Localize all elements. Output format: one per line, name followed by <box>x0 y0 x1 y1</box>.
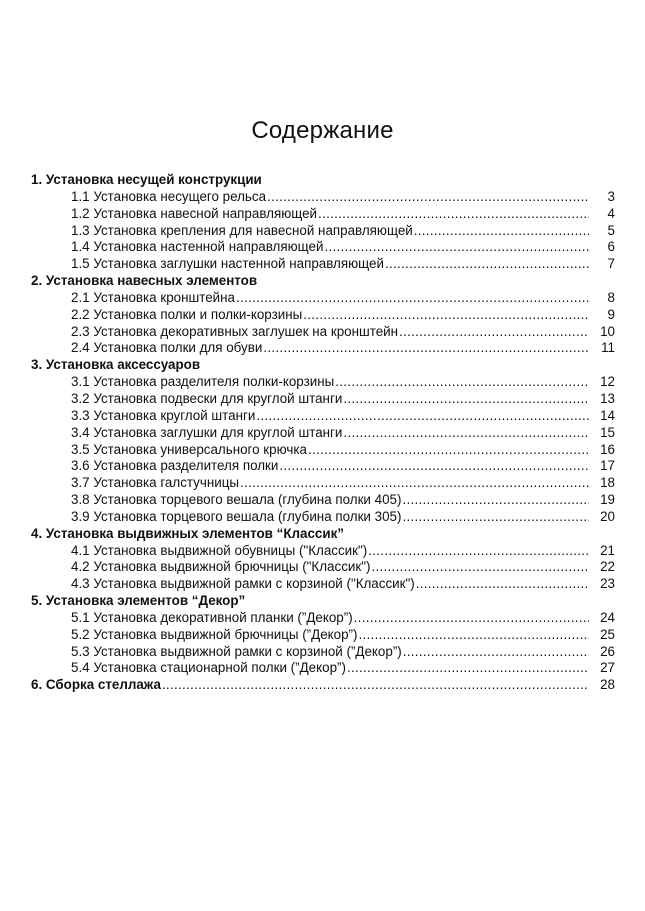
dot-leader <box>162 677 589 694</box>
toc-entry-label: 2.2 Установка полки и полки-корзины <box>71 306 303 322</box>
toc-entry-row[interactable] <box>31 543 615 560</box>
toc-entry-label: 3.6 Установка разделителя полки <box>71 458 279 474</box>
dot-leader <box>343 391 589 408</box>
toc-entry-label: 1.4 Установка настенной направляющей <box>71 239 324 255</box>
dot-leader <box>358 627 589 644</box>
dot-leader <box>279 458 589 475</box>
toc-page-number: 27 <box>600 660 615 676</box>
toc-section-label: 6. Сборка стеллажа <box>31 677 161 693</box>
toc-entry-label: 1.3 Установка крепления для навесной направляющей <box>71 222 413 238</box>
toc-page-number: 16 <box>600 441 615 457</box>
toc-page-number: 25 <box>600 626 615 642</box>
dot-leader <box>318 206 589 223</box>
toc-entry-row[interactable] <box>31 425 615 442</box>
toc-entry-row[interactable] <box>31 324 615 341</box>
toc-section-label: 3. Установка аксессуаров <box>31 357 201 373</box>
toc-entry-label: 3.4 Установка заглушки для круглой штанги <box>71 424 343 440</box>
toc-entry-row[interactable] <box>31 239 615 256</box>
toc-section-label: 4. Установка выдвижных элементов “Классик” <box>31 525 344 541</box>
toc-section-row[interactable] <box>31 273 615 290</box>
toc-section-label: 1. Установка несущей конструкции <box>31 172 262 187</box>
toc-page-number: 26 <box>600 643 615 659</box>
toc-entry-label: 3.9 Установка торцевого вешала (глубина полки 305) <box>71 508 402 524</box>
dot-leader <box>308 442 589 459</box>
toc-entry-row[interactable] <box>31 509 615 526</box>
toc-entry-label: 1.1 Установка несущего рельса <box>71 188 267 204</box>
toc-section-row[interactable] <box>31 677 615 694</box>
dot-leader <box>402 492 589 509</box>
toc-entry-row[interactable] <box>31 492 615 509</box>
dot-leader <box>335 374 589 391</box>
dot-leader <box>256 408 589 425</box>
toc-section-row[interactable] <box>31 526 615 543</box>
dot-leader <box>347 660 589 677</box>
toc-entry-row[interactable] <box>31 610 615 627</box>
toc-entry-row[interactable] <box>31 391 615 408</box>
toc-entry-row[interactable] <box>31 189 615 206</box>
toc-entry-label: 3.5 Установка универсального крючка <box>71 441 307 457</box>
toc-page-number: 10 <box>600 323 615 339</box>
toc-section-row[interactable] <box>31 172 615 189</box>
toc-page-number: 15 <box>600 424 615 440</box>
toc-entry-row[interactable] <box>31 627 615 644</box>
toc-entry-label: 3.2 Установка подвески для круглой штанги <box>71 390 343 406</box>
toc-entry-row[interactable] <box>31 458 615 475</box>
toc-entry-row[interactable] <box>31 256 615 273</box>
toc-entry-label: 2.1 Установка кронштейна <box>71 289 235 305</box>
toc-page-number: 8 <box>607 289 615 305</box>
toc-entry-label: 4.3 Установка выдвижной рамки с корзиной ("Классик") <box>71 576 415 592</box>
toc-entry-label: 3.8 Установка торцевого вешала (глубина полки 405) <box>71 492 402 508</box>
toc-entry-row[interactable] <box>31 660 615 677</box>
dot-leader <box>399 324 589 341</box>
dot-leader <box>416 576 589 593</box>
dot-leader <box>236 290 589 307</box>
toc-entry-row[interactable] <box>31 644 615 661</box>
toc-entry-label: 2.4 Установка полки для обуви <box>71 340 263 356</box>
dot-leader <box>343 425 589 442</box>
dot-leader <box>414 223 589 240</box>
toc-page-number: 20 <box>600 508 615 524</box>
toc-page-number: 5 <box>607 222 615 238</box>
toc-page-number: 22 <box>600 559 615 575</box>
toc-page-number: 17 <box>600 458 615 474</box>
toc-page-number: 13 <box>600 390 615 406</box>
toc-page-number: 11 <box>601 340 615 356</box>
toc-entry-label: 3.1 Установка разделителя полки-корзины <box>71 374 335 390</box>
dot-leader <box>263 340 589 357</box>
toc-entry-row[interactable] <box>31 559 615 576</box>
toc-entry-label: 3.3 Установка круглой штанги <box>71 407 256 423</box>
toc-page-number: 7 <box>607 256 615 272</box>
dot-leader <box>402 509 589 526</box>
dot-leader <box>240 475 589 492</box>
toc-entry-label: 4.1 Установка выдвижной обувницы ("Классик") <box>71 542 368 558</box>
toc-entry-label: 5.3 Установка выдвижной рамки с корзиной (”Декор”) <box>71 643 402 659</box>
toc-entry-row[interactable] <box>31 576 615 593</box>
dot-leader <box>303 307 589 324</box>
toc-entry-row[interactable] <box>31 206 615 223</box>
toc-section-label: 5. Установка элементов “Декор” <box>31 593 246 609</box>
dot-leader <box>368 543 589 560</box>
toc-entry-row[interactable] <box>31 408 615 425</box>
toc-page-number: 21 <box>600 542 615 558</box>
page-title: Содержание <box>251 117 394 144</box>
dot-leader <box>371 559 589 576</box>
toc-entry-row[interactable] <box>31 340 615 357</box>
toc-entry-row[interactable] <box>31 223 615 240</box>
toc-entry-label: 5.2 Установка выдвижной брючницы (”Декор”) <box>71 626 358 642</box>
toc-entry-label: 1.2 Установка навесной направляющей <box>71 205 318 221</box>
dot-leader <box>324 239 589 256</box>
toc-page-number: 4 <box>607 205 615 221</box>
toc-entry-label: 1.5 Установка заглушки настенной направляющей <box>71 256 384 272</box>
toc-entry-label: 5.1 Установка декоративной планки (”Декор”) <box>71 609 353 625</box>
toc-page-number: 19 <box>600 492 615 508</box>
toc-entry-row[interactable] <box>31 374 615 391</box>
toc-page-number: 9 <box>607 306 615 322</box>
toc-page-number: 18 <box>600 475 615 491</box>
toc-entry-row[interactable] <box>31 442 615 459</box>
toc-entry-label: 2.3 Установка декоративных заглушек на кронштейн <box>71 323 399 339</box>
toc-page-number: 14 <box>600 407 615 423</box>
toc-page-number: 24 <box>600 609 615 625</box>
dot-leader <box>267 189 589 206</box>
toc-page-number: 28 <box>600 677 615 693</box>
toc-entry-label: 5.4 Установка стационарной полки (”Декор”) <box>71 660 346 676</box>
table-of-contents <box>31 172 615 694</box>
toc-entry-row[interactable] <box>31 307 615 324</box>
toc-page-number: 6 <box>607 239 615 255</box>
toc-entry-row[interactable] <box>31 475 615 492</box>
toc-section-label: 2. Установка навесных элементов <box>31 273 258 289</box>
dot-leader <box>385 256 589 273</box>
dot-leader <box>354 610 589 627</box>
toc-section-row[interactable] <box>31 357 615 374</box>
toc-section-row[interactable] <box>31 593 615 610</box>
toc-entry-row[interactable] <box>31 290 615 307</box>
toc-page-number: 23 <box>600 576 615 592</box>
toc-entry-label: 4.2 Установка выдвижной брючницы ("Классик") <box>71 559 371 575</box>
dot-leader <box>403 644 589 661</box>
toc-page-number: 12 <box>600 374 615 390</box>
toc-entry-label: 3.7 Установка галстучницы <box>71 475 240 491</box>
toc-page-number: 3 <box>607 188 615 204</box>
